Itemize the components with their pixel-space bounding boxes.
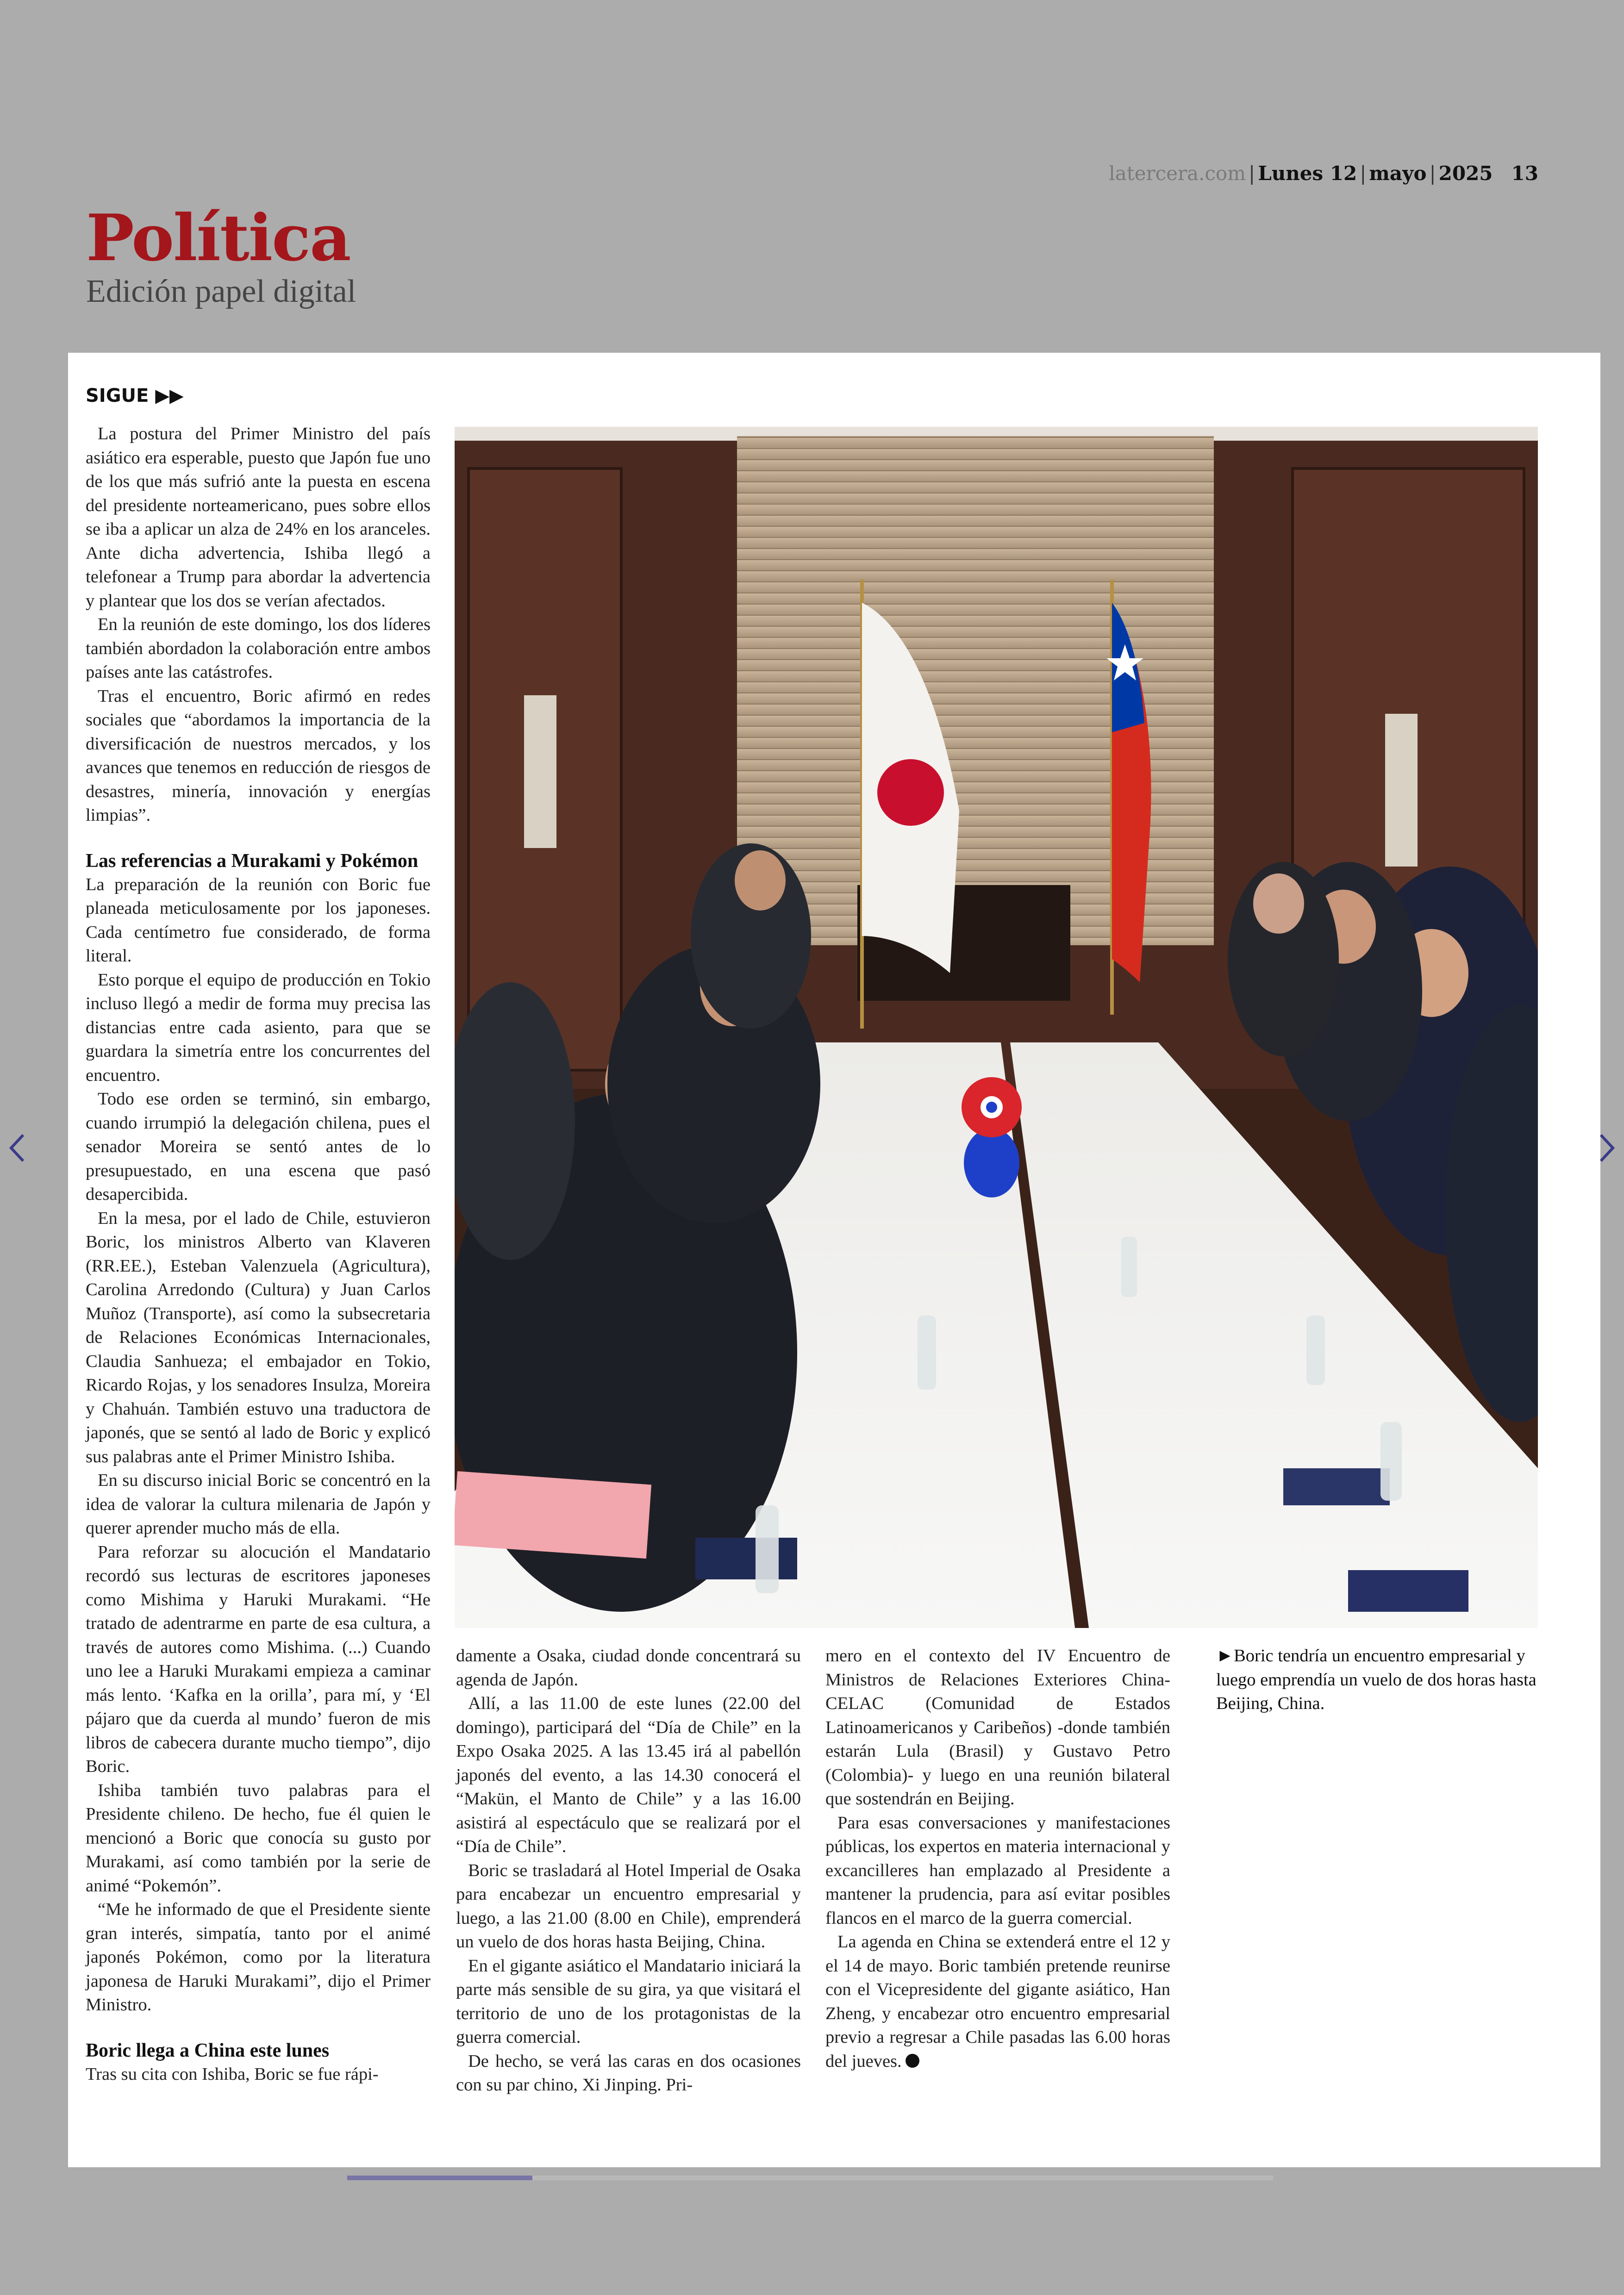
continued-kicker: SIGUE ▶▶ [86, 385, 184, 406]
paragraph-gap [86, 2017, 431, 2039]
chevron-left-icon [4, 1129, 31, 1166]
article-paragraph: En la reunión de este domingo, los dos líderes también abordadon la colaboración entre ambos países ante las catástrofes. [86, 615, 431, 682]
article-paragraph: De hecho, se verá las caras en dos ocasiones con su par chino, Xi Jinping. Pri- [456, 2051, 801, 2095]
edition-subtitle: Edición papel digital [86, 274, 356, 309]
article-paragraph: Tras su cita con Ishiba, Boric se fue rápi- [86, 2064, 379, 2084]
prev-page-button[interactable] [4, 1129, 31, 1166]
article-column-3 [825, 1644, 1170, 2073]
site-name[interactable]: latercera.com [1109, 162, 1246, 185]
article-paragraph: Para esas conversaciones y manifestaciones públicas, los expertos en materia internacional y excancilleres han emplazado al Presidente a mantener la prudencia, para así evitar posibles flancos en el marco de la guerra comercial. [825, 1813, 1170, 1928]
issue-month: mayo [1369, 162, 1427, 185]
article-paragraph: La preparación de la reunión con Boric fue planeada meticulosamente por los japoneses. Cada centímetro fue considerado, de forma literal. [86, 874, 431, 966]
article-paragraph: Esto porque el equipo de producción en Tokio incluso llegó a medir de forma muy precisa las distancias entre cada asiento, para que se guardara la simetría entre los concurrentes del encuentro. [86, 970, 431, 1085]
article-paragraph: La postura del Primer Ministro del país asiático era esperable, puesto que Japón fue uno de los que más sufrió ante la puesta en escena del presidente norteamericano, pues sobre ellos se iba a aplicar un alza de 24% en los aranceles. Ante dicha advertencia, Ishiba llegó a telefonear a Trump para abordar la advertencia y plantear que los dos se verían afectados. [86, 424, 431, 611]
article-paragraph: Ishiba también tuvo palabras para el Presidente chileno. De hecho, fue él quien le mencionó a Boric que conocía su gusto por Murakami, así como también por la serie de animé “Pokemón”. [86, 1780, 431, 1896]
photo-caption-column [1216, 1644, 1540, 1716]
meeting-photo-illustration [455, 427, 1538, 1628]
photo-caption: ►Boric tendría un encuentro empresarial y luego emprendía un vuelo de dos horas hasta Beijing, China. [1216, 1646, 1537, 1713]
issue-year: 2025 [1438, 162, 1493, 185]
next-page-button[interactable] [1593, 1129, 1620, 1166]
article-paragraph: La agenda en China se extenderá entre el 12 y el 14 de mayo. Boric también pretende reunirse con el Vicepresidente del gigante asiático, Han Zheng, y encabezar otro encuentro empresarial previo a regresar a Chile pasadas las 6.00 horas del jueves. [825, 1932, 1170, 2071]
newspaper-page [68, 353, 1600, 2167]
article-paragraph: Tras el encuentro, Boric afirmó en redes sociales que “abordamos la importancia de la diversificación de nuestros mercados, y los avances que tenemos en reducción de riesgos de desastres, minería, innovación y energías limpias”. [86, 686, 431, 825]
article-paragraph: En el gigante asiático el Mandatario iniciará la parte más sensible de su gira, ya que visitará el territorio de uno de los protagonistas de la guerra comercial. [456, 1956, 801, 2047]
issue-day: Lunes 12 [1258, 162, 1357, 185]
article-photo [455, 427, 1538, 1628]
reading-progress-fill [347, 2176, 532, 2180]
chevron-right-icon [1593, 1129, 1620, 1166]
section-title: Política [86, 200, 350, 275]
article-paragraph: “Me he informado de que el Presidente siente gran interés, simpatía, tanto por el animé japonés Pokémon, como por la literatura japonesa de Haruki Murakami”, dijo el Primer Ministro. [86, 1900, 431, 2014]
article-paragraph: Allí, a las 11.00 de este lunes (22.00 del domingo), participará del “Día de Chile” en la Expo Osaka 2025. A las 13.45 irá al pabellón japonés del evento, a las 14.30 conocerá el “Makün, el Manto de Chile” y a las 16.00 asistirá al espectáculo que se realizará por el “Día de Chile”. [456, 1694, 801, 1856]
article-paragraph: Todo ese orden se terminó, sin embargo, cuando irrumpió la delegación chilena, pues el senador Moreira se sentó antes de lo presupuestado, en una escena que pasó desapercibida. [86, 1089, 431, 1204]
article-column-2 [456, 1644, 801, 2097]
article-paragraph: En la mesa, por el lado de Chile, estuvieron Boric, los ministros Alberto van Klaveren (RR.EE.), Esteban Valenzuela (Agricultura), Carolina Arredondo (Cultura) y Juan Carlos Muñoz (Transporte), así como la subsecretaria de Relaciones Económicas Internacionales, Claudia Sanhueza; el embajador en Tokio, Ricardo Rojas, y los senadores Insulza, Moreira y Chahuán. También estuvo una traductora de japonés, que se sentó al lado de Boric y explicó sus palabras ante el Primer Ministro Ishiba. [86, 1208, 431, 1466]
article-paragraph: Boric se trasladará al Hotel Imperial de Osaka para encabezar un encuentro empresarial y luego, a las 21.00 (8.00 en Chile), emprenderá un vuelo de dos horas hasta Beijing, China. [456, 1860, 801, 1952]
article-end-mark [906, 2054, 919, 2068]
page-masthead: latercera.com | Lunes 12 | mayo | 2025 13 [1109, 162, 1538, 185]
article-paragraph: mero en el contexto del IV Encuentro de Ministros de Relaciones Exteriores China-CELAC (Comunidad de Estados Latinoamericanos y Caribeños) -donde también estarán Lula (Brasil) y Gustavo Petro (Colombia)- y luego en una reunión bilateral que sostendrán en Beijing. [825, 1646, 1170, 1809]
article-column-1 [86, 422, 431, 2086]
article-paragraph: damente a Osaka, ciudad donde concentrará su agenda de Japón. [456, 1646, 801, 1690]
page-number: 13 [1511, 162, 1538, 185]
subheading: Las referencias a Murakami y Pokémon [86, 850, 418, 872]
paragraph-gap [86, 828, 431, 849]
subheading: Boric llega a China este lunes [86, 2039, 330, 2061]
article-paragraph: En su discurso inicial Boric se concentró en la idea de valorar la cultura milenaria de Japón y querer aprender mucho más de ella. [86, 1471, 431, 1538]
reading-progress-bar[interactable] [347, 2176, 1273, 2180]
article-paragraph: Para reforzar su alocución el Mandatario recordó sus lecturas de escritores japoneses como Mishima y Haruki Murakami. “He tratado de adentrarme en parte de esa cultura, a través de autores como Mishima. (...) Cuando uno lee a Haruki Murakami empieza a caminar más lento. ‘Kafka en la orilla’, para mí, y ‘El pájaro que da cuerda al mundo’ fueron de mis libros de cabecera durante mucho tiempo”, dijo Boric. [86, 1542, 431, 1776]
